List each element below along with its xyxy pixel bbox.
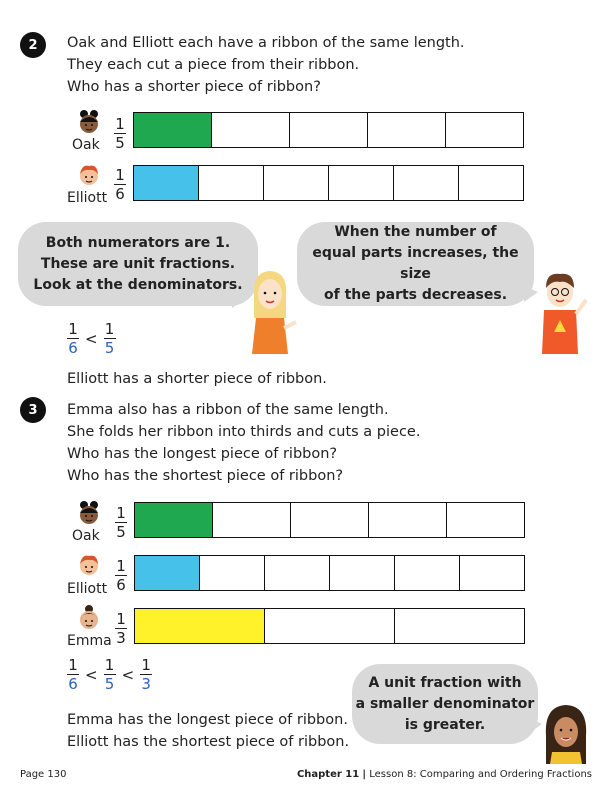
row-fraction: $\frac{1}{6}$ (115, 166, 125, 203)
inequality (67, 658, 152, 692)
bubble-line: When the number of (334, 224, 497, 240)
question-line: Oak and Elliott each have a ribbon of the same length. (67, 35, 465, 51)
row-name: Elliott (67, 581, 108, 597)
bar-part (447, 503, 524, 537)
row-name: Oak (72, 137, 100, 153)
question-number-badge: 2 (20, 32, 46, 58)
ribbon-bar-oak (133, 112, 524, 148)
inequality (67, 322, 116, 356)
bar-part (330, 556, 395, 590)
emma-character-illustration (538, 700, 594, 764)
less-than-symbol: < (85, 330, 98, 348)
bar-part (395, 556, 460, 590)
boy-character-illustration (530, 266, 590, 354)
elliott-avatar-icon (78, 164, 100, 190)
fraction: $\frac{1}{5}$ (104, 656, 115, 693)
girl-character-illustration (240, 266, 300, 354)
ribbon-bar-elliott (134, 555, 525, 591)
speech-bubble-left (18, 222, 258, 306)
row-fraction: $\frac{1}{3}$ (116, 610, 126, 647)
bubble-line: equal parts increases, the size (312, 245, 519, 282)
bubble-line: Both numerators are 1. (45, 234, 231, 251)
answer-line: Emma has the longest piece of ribbon. (67, 712, 348, 728)
shaded-part (134, 113, 212, 147)
row-fraction: $\frac{1}{6}$ (116, 557, 126, 594)
shaded-part (135, 503, 213, 537)
speech-bubble-right (297, 222, 534, 306)
bubble-line: is greater. (404, 716, 486, 733)
bar-part (200, 556, 265, 590)
bubble-line: These are unit fractions. (40, 255, 236, 272)
bar-part (460, 556, 524, 590)
fraction: $\frac{1}{5}$ (104, 320, 115, 357)
bar-part (265, 609, 395, 643)
row-name: Emma (67, 633, 112, 649)
question-line: Who has the shortest piece of ribbon? (67, 468, 344, 484)
page-number: Page 130 (20, 769, 67, 780)
answer-line: Elliott has the shortest piece of ribbon. (67, 734, 350, 750)
shaded-part (135, 556, 200, 590)
oak-avatar-icon (78, 110, 100, 136)
answer-text: Elliott has a shorter piece of ribbon. (67, 371, 327, 387)
bubble-line: Look at the denominators. (33, 276, 243, 293)
bubble-line: of the parts decreases. (323, 287, 508, 303)
fraction: $\frac{1}{6}$ (68, 656, 78, 693)
question-number-badge: 3 (20, 397, 46, 423)
answer-text (67, 709, 349, 753)
speech-bubble-emma (352, 664, 538, 744)
bar-part (446, 113, 523, 147)
bubble-line: A unit fraction with (368, 674, 522, 691)
fraction: $\frac{1}{6}$ (68, 320, 78, 357)
less-than-symbol: < (121, 666, 135, 684)
bubble-line: a smaller denominator (355, 695, 535, 712)
question-line: They each cut a piece from their ribbon. (67, 57, 360, 73)
elliott-avatar-icon (78, 554, 100, 580)
bar-part (394, 166, 459, 200)
oak-avatar-icon (78, 501, 100, 527)
bar-part (459, 166, 523, 200)
shaded-part (135, 609, 265, 643)
ribbon-bar-elliott (133, 165, 524, 201)
chapter-footer: Chapter 11 | Lesson 8: Comparing and Ordering Fractions (296, 769, 592, 780)
row-fraction: $\frac{1}{5}$ (115, 115, 125, 152)
question-line: Emma also has a ribbon of the same length. (67, 402, 389, 418)
bar-part (291, 503, 369, 537)
bar-part (265, 556, 330, 590)
ribbon-bar-emma (134, 608, 525, 644)
less-than-symbol: < (85, 666, 98, 684)
question-line: She folds her ribbon into thirds and cuts a piece. (67, 424, 421, 440)
bar-part (329, 166, 394, 200)
bar-part (213, 503, 291, 537)
bar-part (395, 609, 524, 643)
ribbon-bar-oak (134, 502, 525, 538)
row-name: Oak (72, 528, 100, 544)
question-line: Who has the longest piece of ribbon? (67, 446, 338, 462)
fraction: $\frac{1}{3}$ (141, 656, 151, 693)
question-3-text (67, 399, 420, 487)
question-2-text (67, 32, 465, 98)
bar-part (199, 166, 264, 200)
row-fraction: $\frac{1}{5}$ (116, 504, 126, 541)
question-line: Who has a shorter piece of ribbon? (67, 79, 321, 95)
bar-part (368, 113, 446, 147)
row-name: Elliott (67, 190, 108, 206)
bar-part (264, 166, 329, 200)
emma-avatar-icon (78, 605, 100, 633)
bar-part (290, 113, 368, 147)
shaded-part (134, 166, 199, 200)
bar-part (369, 503, 447, 537)
bar-part (212, 113, 290, 147)
